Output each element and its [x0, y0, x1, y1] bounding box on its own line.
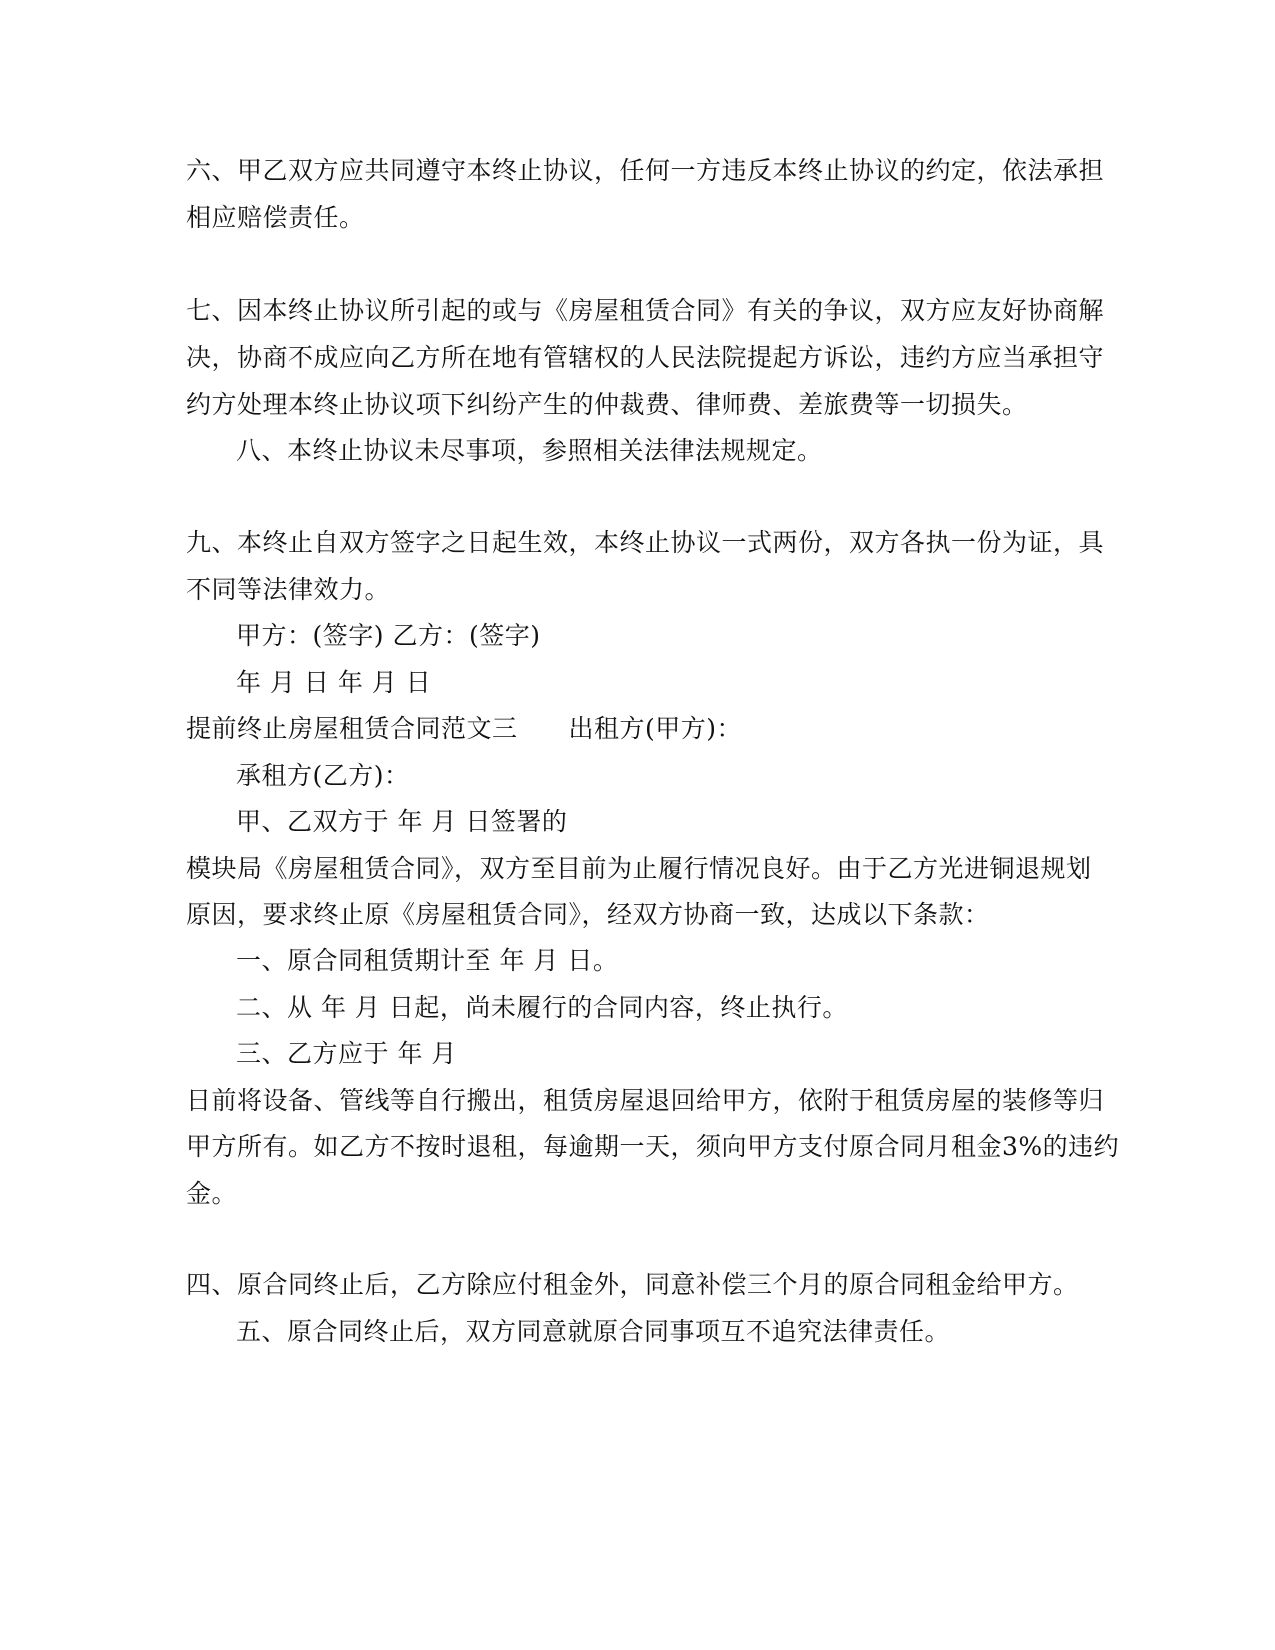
- clause-seven-line-2: 决，协商不成应向乙方所在地有管辖权的人民法院提起方诉讼，违约方应当承担守: [186, 343, 1105, 372]
- clause-three-line-3: 甲方所有。如乙方不按时退租，每逾期一天，须向甲方支付原合同月租金3%的违约: [186, 1132, 1120, 1161]
- clause-three-line-2: 日前将设备、管线等自行搬出，租赁房屋退回给甲方，依附于租赁房屋的装修等归: [186, 1086, 1105, 1115]
- clause-three-line-4: 金。: [186, 1179, 238, 1208]
- signing-date-line: 甲、乙双方于 年 月 日签署的: [236, 807, 568, 836]
- body-line-2: 原因，要求终止原《房屋租赁合同》，经双方协商一致，达成以下条款：: [186, 900, 990, 929]
- clause-six-line-1: 六、甲乙双方应共同遵守本终止协议，任何一方违反本终止协议的约定，依法承担: [186, 156, 1105, 185]
- clause-six-line-2: 相应赔偿责任。: [186, 203, 365, 232]
- body-line-1: 模块局《房屋租赁合同》，双方至目前为止履行情况良好。由于乙方光进铜退规划: [186, 854, 1092, 883]
- clause-eight: 八、本终止协议未尽事项，参照相关法律法规规定。: [236, 436, 823, 465]
- template-three-title: 提前终止房屋租赁合同范文三 出租方(甲方)：: [186, 714, 743, 743]
- signature-line: 甲方：(签字) 乙方：(签字): [236, 621, 541, 650]
- clause-seven-line-3: 约方处理本终止协议项下纠纷产生的仲裁费、律师费、差旅费等一切损失。: [186, 390, 1028, 419]
- clause-one: 一、原合同租赁期计至 年 月 日。: [236, 946, 619, 975]
- clause-five: 五、原合同终止后，双方同意就原合同事项互不追究法律责任。: [236, 1317, 951, 1346]
- clause-nine-line-2: 不同等法律效力。: [186, 575, 391, 604]
- clause-two: 二、从 年 月 日起，尚未履行的合同内容，终止执行。: [236, 993, 848, 1022]
- lessee-line: 承租方(乙方)：: [236, 761, 410, 790]
- clause-seven-line-1: 七、因本终止协议所引起的或与《房屋租赁合同》有关的争议，双方应友好协商解: [186, 296, 1105, 325]
- clause-four: 四、原合同终止后，乙方除应付租金外，同意补偿三个月的原合同租金给甲方。: [186, 1270, 1079, 1299]
- clause-three-line-1: 三、乙方应于 年 月: [236, 1039, 457, 1068]
- clause-nine-line-1: 九、本终止自双方签字之日起生效，本终止协议一式两份，双方各执一份为证，具: [186, 528, 1105, 557]
- date-line: 年 月 日 年 月 日: [236, 668, 432, 697]
